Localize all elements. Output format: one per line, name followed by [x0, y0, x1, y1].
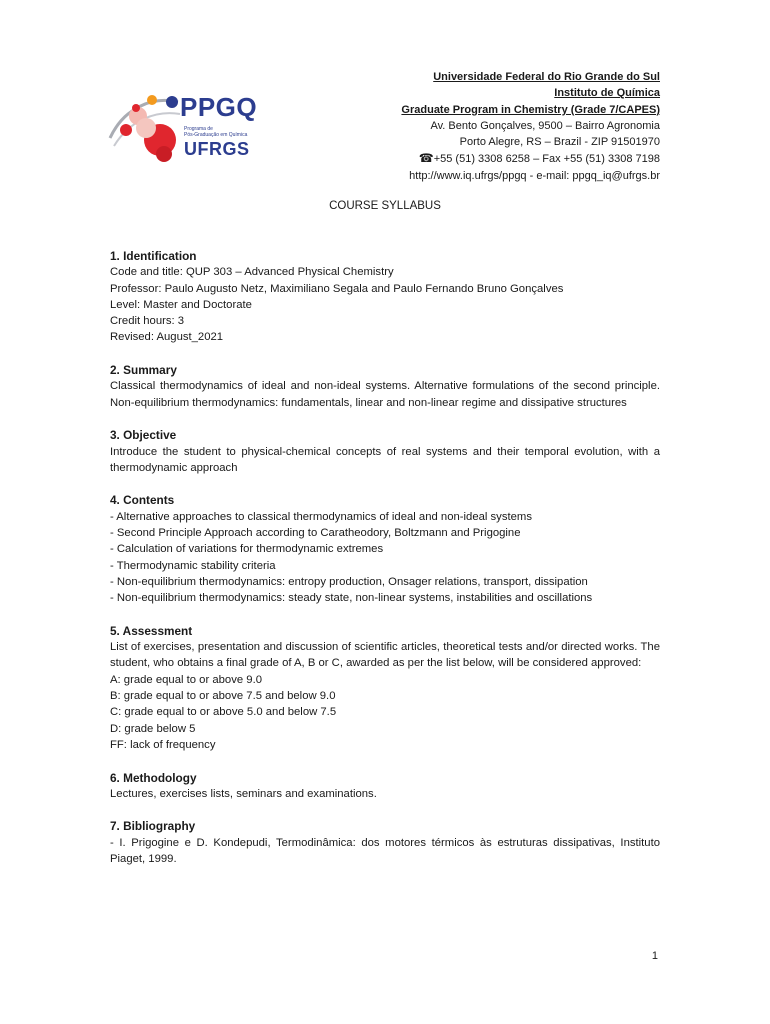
grade-item: D: grade below 5: [110, 722, 196, 735]
contents-item: - Thermodynamic stability criteria: [110, 559, 276, 572]
section-methodology: [110, 770, 660, 803]
page-number: 1: [651, 950, 658, 962]
letterhead: [401, 69, 660, 184]
phone-text: +55 (51) 3308 6258 – Fax +55 (51) 3308 7198: [433, 153, 660, 166]
bibliography-item: - I. Prigogine e D. Kondepudi, Termodinâmica: dos motores térmicos às estruturas dissipativas, Instituto Piaget, 1999.: [110, 836, 660, 865]
assessment-text: List of exercises, presentation and discussion of scientific articles, theoretical tests and/or directed works. The student, who obtains a final grade of A, B or C, awarded as per the list below, will be considered approved:: [110, 641, 660, 670]
contents-item: - Non-equilibrium thermodynamics: steady state, non-linear systems, instabilities and oscillations: [110, 592, 593, 605]
course-credits: Credit hours: 3: [110, 315, 185, 328]
summary-text: Classical thermodynamics of ideal and non-ideal systems. Alternative formulations of the second principle. Non-equilibrium thermodynamics: fundamentals, linear and non-linear regime and dissipative structures: [110, 380, 660, 409]
section-heading: 6. Methodology: [110, 770, 197, 785]
methodology-text: Lectures, exercises lists, seminars and examinations.: [110, 787, 377, 800]
course-level: Level: Master and Doctorate: [110, 298, 252, 311]
telephone-icon: ☎: [418, 151, 434, 166]
document-title: COURSE SYLLABUS: [329, 200, 441, 212]
section-summary: [110, 362, 660, 411]
contents-item: - Alternative approaches to classical thermodynamics of ideal and non-ideal systems: [110, 510, 532, 523]
grade-item: FF: lack of frequency: [110, 738, 216, 751]
logo-subtitle: [184, 126, 274, 138]
city-line: Porto Alegre, RS – Brazil - ZIP 91501970: [459, 136, 660, 149]
course-revised: Revised: August_2021: [110, 331, 224, 344]
section-heading: 7. Bibliography: [110, 819, 196, 834]
grade-item: C: grade equal to or above 5.0 and below 7.5: [110, 706, 337, 719]
logo-subtitle-line: Pós-Graduação em Química: [184, 132, 248, 138]
logo-ufrgs-text: UFRGS: [184, 139, 250, 159]
molecule-logo-icon: [104, 88, 184, 168]
grade-item: A: grade equal to or above 9.0: [110, 673, 262, 686]
syllabus-content: [110, 248, 660, 884]
section-heading: 3. Objective: [110, 428, 177, 443]
section-heading: 2. Summary: [110, 363, 177, 378]
section-bibliography: [110, 818, 660, 867]
logo-subtitle-line: Programa de: [184, 126, 213, 132]
section-heading: 4. Contents: [110, 493, 175, 508]
logo-ppgq-text: PPGQ: [180, 92, 258, 122]
contents-item: - Non-equilibrium thermodynamics: entropy production, Onsager relations, transport, dissipation: [110, 575, 588, 588]
section-contents: [110, 492, 660, 606]
objective-text: Introduce the student to physical-chemical concepts of real systems and their temporal evolution, with a thermodynamic approach: [110, 445, 660, 474]
course-code: Code and title: QUP 303 – Advanced Physical Chemistry: [110, 266, 394, 279]
section-assessment: [110, 623, 660, 753]
institute-name: Instituto de Química: [554, 87, 660, 100]
university-name: Universidade Federal do Rio Grande do Sul: [433, 71, 660, 83]
section-heading: 1. Identification: [110, 249, 197, 263]
course-professor: Professor: Paulo Augusto Netz, Maximiliano Segala and Paulo Fernando Bruno Gonçalves: [110, 282, 564, 295]
ppgq-ufrgs-logo: [104, 88, 274, 168]
contents-item: - Second Principle Approach according to Caratheodory, Boltzmann and Prigogine: [110, 527, 521, 540]
contents-item: - Calculation of variations for thermodynamic extremes: [110, 543, 384, 556]
phone-line: [401, 150, 660, 167]
program-name: Graduate Program in Chemistry (Grade 7/CAPES): [401, 103, 660, 116]
grade-item: B: grade equal to or above 7.5 and below 9.0: [110, 690, 336, 703]
section-objective: [110, 427, 660, 476]
section-identification: [110, 248, 660, 346]
section-heading: 5. Assessment: [110, 623, 193, 638]
web-email-line: http://www.iq.ufrgs/ppgq - e-mail: ppgq_iq@ufrgs.br: [409, 169, 660, 182]
address-line: Av. Bento Gonçalves, 9500 – Bairro Agronomia: [430, 119, 660, 132]
